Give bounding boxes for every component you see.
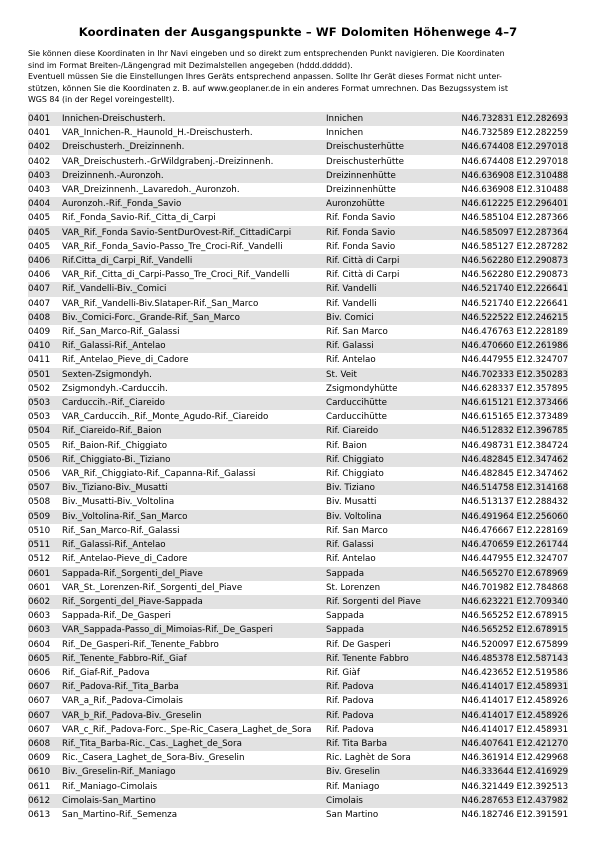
table-row [28,240,568,254]
coordinates-cell: N46.361914 E12.429968 [461,753,568,764]
route-name-cell: Rif._Giaf-Rif._Padova [62,667,150,678]
start-location-cell: Cimolais [326,794,440,808]
table-row [28,155,568,169]
start-location-cell: Sappada [326,567,440,581]
table-row [28,353,568,367]
tour-number-cell: 0407 [28,282,62,296]
tour-number-cell: 0603 [28,611,51,622]
start-location-cell: Rif. Tita Barba [326,737,440,751]
tour-number-cell: 0503 [28,396,62,410]
route-name-cell: Rif._Galassi-Rif._Antelao [62,339,326,353]
coordinates-cell: N46.476763 E12.228189 [461,327,568,338]
table-row [28,311,568,325]
table-row [28,396,568,410]
route-name-cell: Rif._Vandelli-Biv._Comici [62,282,326,296]
coordinates-cell: N46.636908 E12.310488 [440,169,568,183]
coordinates-cell: N46.514758 E12.314168 [440,481,568,495]
tour-number-cell: 0411 [28,355,51,366]
route-name-cell: VAR_Sappada-Passo_di_Mimoias-Rif._De_Gasperi [62,623,326,637]
route-name-cell: VAR_a_Rif._Padova-Cimolais [62,696,183,707]
start-location-cell: Dreizinnenhütte [326,185,396,196]
document-page [28,25,568,106]
start-location-cell: Rif. Vandelli [326,282,440,296]
tour-number-cell: 0406 [28,270,51,281]
table-row [28,808,568,822]
start-location-cell: Biv. Tiziano [326,481,440,495]
route-name-cell: Rif.Citta_di_Carpi_Rif._Vandelli [62,254,326,268]
route-name-cell: VAR_St._Lorenzen-Rif._Sorgenti_del_Piave [62,582,243,593]
tour-number-cell: 0404 [28,197,62,211]
coordinates-cell: N46.615165 E12.373489 [461,412,568,423]
coordinates-cell: N46.414017 E12.458926 [440,709,568,723]
start-location-cell: Rif. Vandelli [326,298,377,309]
tour-number-cell: 0501 [28,368,62,382]
route-name-cell: Biv._Comici-Forc._Grande-Rif._San_Marco [62,311,326,325]
start-location-cell: Auronzohütte [326,197,440,211]
table-row [28,325,568,339]
start-location-cell: Carduccihütte [326,396,440,410]
intro-line: WGS 84 (in der Regel voreingestellt). [28,95,175,105]
start-location-cell: Rif. Maniago [326,781,380,792]
start-location-cell: Rif. Tenente Fabbro [326,652,440,666]
route-name-cell: Rif._Tenente_Fabbro-Rif._Giaf [62,652,326,666]
tour-number-cell: 0511 [28,538,62,552]
table-row [28,226,568,240]
tour-number-cell: 0602 [28,595,62,609]
table-row [28,737,568,751]
start-location-cell: Rif. Fonda Savio [326,213,396,224]
table-row [28,183,568,197]
coordinates-cell: N46.612225 E12.296401 [440,197,568,211]
tour-number-cell: 0406 [28,254,62,268]
route-name-cell: Rif._San_Marco-Rif._Galassi [62,327,180,338]
table-row [28,467,568,481]
coordinates-cell: N46.585104 E12.287366 [461,213,568,224]
intro-line: Eventuell müssen Sie die Einstellungen Ihres Geräts entsprechend anpassen. Sollte Ihr Gerät dieses Format nicht unter- [28,72,502,82]
start-location-cell: Rif. Sorgenti del Piave [326,595,440,609]
tour-number-cell: 0408 [28,311,62,325]
coordinates-cell: N46.333644 E12.416929 [440,765,568,779]
route-name-cell: Rif._De_Gasperi-Rif._Tenente_Fabbro [62,639,219,650]
route-name-cell: VAR_Dreizinnenh._Lavaredoh._Auronzoh. [62,185,240,196]
intro-line: stützen, können Sie die Koordinaten z. B. auf www.geoplaner.de in ein anderes Format umrechnen. Das Bezugssystem ist [28,83,508,93]
coordinates-cell: N46.485378 E12.587143 [440,652,568,666]
route-name-cell: Rif._Fonda_Savio-Rif._Citta_di_Carpi [62,213,216,224]
coordinates-cell: N46.636908 E12.310488 [461,185,568,196]
start-location-cell: Innichen [326,112,440,126]
start-location-cell: Rif. Città di Carpi [326,270,400,281]
start-location-cell: Rif. Padova [326,724,374,735]
table-row [28,282,568,296]
table-row [28,126,568,140]
route-name-cell: VAR_c_Rif._Padova-Forc._Spe-Ric_Casera_Laghet_de_Sora [62,724,312,735]
table-row [28,552,568,566]
route-name-cell: Rif._Antelao_Pieve_di_Cadore [62,355,189,366]
start-location-cell: Dreischusterhütte [326,156,405,167]
tour-number-cell: 0405 [28,226,62,240]
tour-number-cell: 0613 [28,809,51,820]
route-name-cell: VAR_Dreischusterh.-GrWildgrabenj.-Dreizinnenh. [62,156,274,167]
coordinates-cell: N46.513137 E12.288432 [461,497,568,508]
tour-number-cell: 0403 [28,185,51,196]
table-row [28,595,568,609]
coordinates-cell: N46.414017 E12.458931 [461,724,568,735]
start-location-cell: Rif. Chiggiato [326,469,384,480]
start-location-cell: Ric. Laghèt de Sora [326,753,411,764]
coordinates-cell: N46.414017 E12.458926 [461,696,568,707]
start-location-cell: Zsigmondyhütte [326,383,398,394]
start-location-cell: Biv. Musatti [326,497,377,508]
start-location-cell: Rif. Ciareido [326,424,440,438]
tour-number-cell: 0405 [28,241,51,252]
coordinates-cell: N46.562280 E12.290873 [440,254,568,268]
table-row [28,751,568,765]
page-title: Koordinaten der Ausgangspunkte – WF Dolomiten Höhenwege 4–7 [78,25,518,39]
route-name-cell: Biv._Musatti-Biv._Voltolina [62,497,175,508]
route-name-cell: Dreischusterh._Dreizinnenh. [62,140,326,154]
route-name-cell: Carduccih.-Rif._Ciareido [62,396,326,410]
start-location-cell: San Martino [326,809,379,820]
table-row [28,339,568,353]
coordinates-cell: N46.476667 E12.228169 [461,525,568,536]
route-name-cell: Zsigmondyh.-Carduccih. [62,383,168,394]
start-location-cell: Rif. Fonda Savio [326,241,396,252]
coordinates-cell: N46.674408 E12.297018 [440,140,568,154]
route-name-cell: Rif._Ciareido-Rif._Baion [62,424,326,438]
start-location-cell: Rif. Antelao [326,355,376,366]
coordinates-cell: N46.521740 E12.226641 [461,298,568,309]
tour-number-cell: 0410 [28,339,62,353]
start-location-cell: Biv. Voltolina [326,510,440,524]
route-name-cell: VAR_b_Rif._Padova-Biv._Greselin [62,709,326,723]
start-location-cell: St. Lorenzen [326,582,381,593]
table-row [28,268,568,282]
coordinates-cell: N46.565252 E12.678915 [440,623,568,637]
coordinates-cell: N46.522522 E12.246215 [440,311,568,325]
tour-number-cell: 0607 [28,680,62,694]
start-location-cell: Rif. Galassi [326,538,440,552]
route-name-cell: Sappada-Rif._Sorgenti_del_Piave [62,567,326,581]
coordinates-cell: N46.562280 E12.290873 [461,270,568,281]
coordinates-cell: N46.498731 E12.384724 [461,440,568,451]
start-location-cell: St. Veit [326,368,440,382]
tour-number-cell: 0504 [28,424,62,438]
tour-number-cell: 0607 [28,696,51,707]
start-location-cell: Rif. San Marco [326,327,388,338]
table-row [28,680,568,694]
start-location-cell: Rif. Padova [326,709,440,723]
start-location-cell: Rif. Antelao [326,554,376,565]
coordinates-cell: N46.615121 E12.373466 [440,396,568,410]
route-name-cell: VAR_Carduccih._Rif._Monte_Agudo-Rif._Ciareido [62,412,269,423]
route-name-cell: Rif._Chiggiato-Bi._Tiziano [62,453,326,467]
start-location-cell: Rif. Fonda Savio [326,226,440,240]
start-location-cell: Rif. Padova [326,696,374,707]
table-row [28,169,568,183]
coordinates-cell: N46.701982 E12.784868 [461,582,568,593]
coordinates-cell: N46.565270 E12.678969 [440,567,568,581]
coordinates-cell: N46.321449 E12.392513 [461,781,568,792]
route-name-cell: VAR_Rif._Chiggiato-Rif._Capanna-Rif._Galassi [62,469,256,480]
intro-line: sind im Format Breiten-/Längengrad mit Dezimalstellen angegeben (hddd.ddddd). [28,60,353,70]
route-name-cell: Innichen-Dreischusterh. [62,112,326,126]
coordinates-cell: N46.470659 E12.261744 [440,538,568,552]
route-name-cell: Cimolais-San_Martino [62,794,326,808]
table-row [28,211,568,225]
start-location-cell: Biv. Greselin [326,765,440,779]
route-name-cell: VAR_Rif._Fonda_Savio-Passo_Tre_Croci-Rif._Vandelli [62,241,283,252]
table-row [28,382,568,396]
start-location-cell: Carduccihütte [326,412,387,423]
tour-number-cell: 0607 [28,724,51,735]
intro-text [28,48,568,106]
route-name-cell: Auronzoh.-Rif._Fonda_Savio [62,197,326,211]
coordinates-cell: N46.287653 E12.437982 [440,794,568,808]
start-location-cell: Sappada [326,623,440,637]
tour-number-cell: 0409 [28,327,51,338]
coordinates-cell: N46.585097 E12.287364 [440,226,568,240]
route-name-cell: Rif._Antelao-Pieve_di_Cadore [62,554,188,565]
tour-number-cell: 0612 [28,794,62,808]
table-row [28,609,568,623]
table-row [28,140,568,154]
tour-number-cell: 0401 [28,112,62,126]
tour-number-cell: 0512 [28,554,51,565]
route-name-cell: San_Martino-Rif._Semenza [62,809,178,820]
tour-number-cell: 0606 [28,667,51,678]
coordinates-cell: N46.414017 E12.458931 [440,680,568,694]
start-location-cell: Dreizinnenhütte [326,169,440,183]
coordinates-cell: N46.447955 E12.324707 [461,355,568,366]
coordinates-cell: N46.423652 E12.519586 [461,667,568,678]
start-location-cell: Dreischusterhütte [326,140,440,154]
tour-number-cell: 0607 [28,709,62,723]
table-row [28,453,568,467]
table-row [28,666,568,680]
table-row [28,780,568,794]
tour-number-cell: 0507 [28,481,62,495]
table-row [28,709,568,723]
table-row [28,765,568,779]
tour-number-cell: 0509 [28,510,62,524]
table-row [28,439,568,453]
start-location-cell: Rif. Baion [326,440,367,451]
coordinates-cell: N46.585127 E12.287282 [461,241,568,252]
table-row [28,694,568,708]
tour-number-cell: 0502 [28,383,51,394]
start-location-cell: Rif. San Marco [326,525,388,536]
tour-number-cell: 0601 [28,582,51,593]
table-row [28,197,568,211]
start-location-cell: Sappada [326,611,365,622]
start-location-cell: Biv. Comici [326,311,440,325]
coordinates-cell: N46.182746 E12.391591 [461,809,568,820]
table-row [28,638,568,652]
intro-line: Sie können diese Koordinaten in Ihr Navi eingeben und so direkt zum entsprechenden Punkt navigieren. Die Koordinaten [28,49,505,58]
route-name-cell: Ric._Casera_Laghet_de_Sora-Biv._Greselin [62,753,245,764]
tour-number-cell: 0609 [28,753,51,764]
tour-number-cell: 0601 [28,567,62,581]
coordinates-cell: N46.512832 E12.396785 [440,424,568,438]
route-name-cell: VAR_Rif._Citta_di_Carpi-Passo_Tre_Croci_Rif._Vandelli [62,270,290,281]
tour-number-cell: 0508 [28,497,51,508]
tour-number-cell: 0603 [28,623,62,637]
tour-number-cell: 0402 [28,156,51,167]
table-row [28,723,568,737]
tour-number-cell: 0405 [28,213,51,224]
tour-number-cell: 0401 [28,128,51,139]
table-row [28,538,568,552]
start-location-cell: Innichen [326,128,364,139]
tour-number-cell: 0505 [28,440,51,451]
table-row [28,794,568,808]
table-row [28,112,568,126]
start-location-cell: Rif. Padova [326,680,440,694]
coordinates-cell: N46.521740 E12.226641 [440,282,568,296]
route-name-cell: VAR_Rif._Vandelli-Biv.Slataper-Rif._San_Marco [62,298,259,309]
table-row [28,581,568,595]
tour-number-cell: 0407 [28,298,51,309]
route-name-cell: Biv._Voltolina-Rif._San_Marco [62,510,326,524]
table-row [28,410,568,424]
route-name-cell: Biv._Tiziano-Biv._Musatti [62,481,326,495]
table-row [28,623,568,637]
tour-number-cell: 0506 [28,453,62,467]
tour-number-cell: 0506 [28,469,51,480]
coordinates-table [28,112,568,822]
coordinates-cell: N46.674408 E12.297018 [461,156,568,167]
route-name-cell: Rif._Galassi-Rif._Antelao [62,538,326,552]
route-name-cell: Sappada-Rif._De_Gasperi [62,611,171,622]
table-row [28,481,568,495]
coordinates-cell: N46.520097 E12.675899 [461,639,568,650]
route-name-cell: VAR_Innichen-R._Haunold_H.-Dreischusterh. [62,128,253,139]
tour-number-cell: 0510 [28,525,51,536]
coordinates-cell: N46.732589 E12.282259 [461,128,568,139]
start-location-cell: Rif. Giàf [326,667,360,678]
start-location-cell: Rif. De Gasperi [326,639,391,650]
route-name-cell: Rif._Tita_Barba-Ric._Cas._Laghet_de_Sora [62,737,326,751]
route-name-cell: Dreizinnenh.-Auronzoh. [62,169,326,183]
coordinates-cell: N46.447955 E12.324707 [461,554,568,565]
route-name-cell: Rif._Padova-Rif._Tita_Barba [62,680,326,694]
coordinates-cell: N46.407641 E12.421270 [440,737,568,751]
coordinates-cell: N46.623221 E12.709340 [440,595,568,609]
coordinates-cell: N46.702333 E12.350283 [440,368,568,382]
tour-number-cell: 0403 [28,169,62,183]
start-location-cell: Rif. Galassi [326,339,440,353]
table-row [28,424,568,438]
table-row [28,254,568,268]
tour-number-cell: 0608 [28,737,62,751]
coordinates-cell: N46.482845 E12.347462 [440,453,568,467]
coordinates-cell: N46.628337 E12.357895 [461,383,568,394]
route-name-cell: Rif._Sorgenti_del_Piave-Sappada [62,595,326,609]
table-row [28,524,568,538]
table-row [28,510,568,524]
tour-number-cell: 0402 [28,140,62,154]
tour-number-cell: 0610 [28,765,62,779]
tour-number-cell: 0604 [28,639,51,650]
coordinates-cell: N46.491964 E12.256060 [440,510,568,524]
coordinates-cell: N46.470660 E12.261986 [440,339,568,353]
coordinates-cell: N46.565252 E12.678915 [461,611,568,622]
route-name-cell: Rif._San_Marco-Rif._Galassi [62,525,180,536]
route-name-cell: Rif._Maniago-Cimolais [62,781,158,792]
tour-number-cell: 0503 [28,412,51,423]
start-location-cell: Rif. Chiggiato [326,453,440,467]
route-name-cell: Rif._Baion-Rif._Chiggiato [62,440,168,451]
table-row [28,495,568,509]
route-name-cell: VAR_Rif._Fonda Savio-SentDurOvest-Rif._CittadiCarpi [62,226,326,240]
start-location-cell: Rif. Città di Carpi [326,254,440,268]
table-row [28,567,568,581]
tour-number-cell: 0605 [28,652,62,666]
coordinates-cell: N46.482845 E12.347462 [461,469,568,480]
table-row [28,368,568,382]
coordinates-cell: N46.732831 E12.282693 [440,112,568,126]
route-name-cell: Biv._Greselin-Rif._Maniago [62,765,326,779]
route-name-cell: Sexten-Zsigmondyh. [62,368,326,382]
tour-number-cell: 0611 [28,781,51,792]
table-row [28,297,568,311]
table-row [28,652,568,666]
